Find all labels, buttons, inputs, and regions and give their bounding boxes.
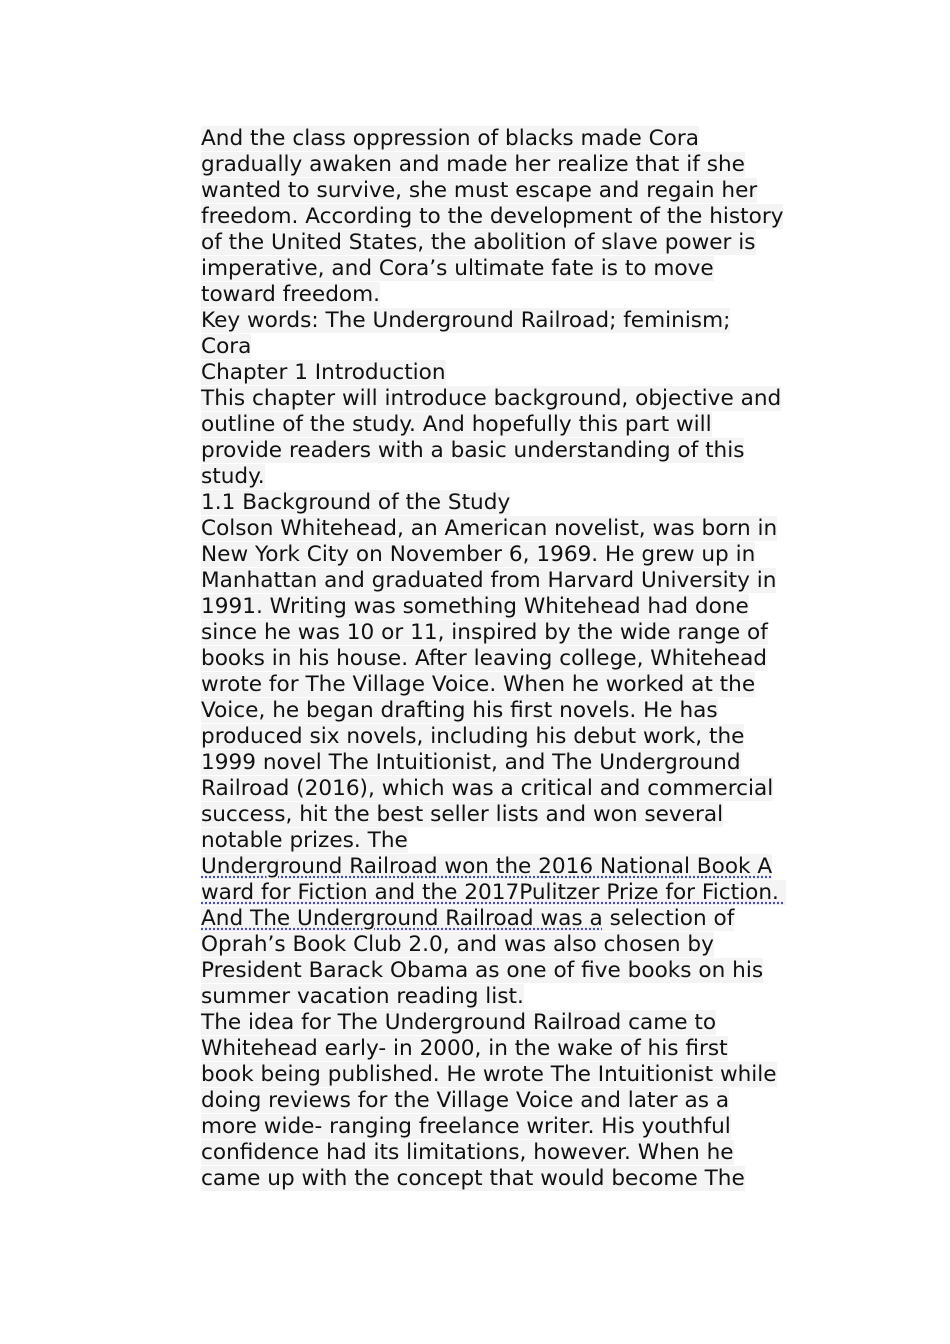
underlined-text: And The Underground Railroad was a bbox=[201, 906, 603, 931]
text-line-content: imperative, and Cora’s ultimate fate is to move bbox=[201, 256, 714, 281]
text-line-content: outline of the study. And hopefully this part will bbox=[201, 412, 712, 437]
text-line bbox=[201, 126, 816, 152]
text-line bbox=[201, 464, 816, 490]
text-line bbox=[201, 750, 816, 776]
text-line-content: The idea for The Underground Railroad came to bbox=[201, 1010, 717, 1035]
text-line bbox=[201, 438, 816, 464]
text-line-content: book being published. He wrote The Intuitionist while bbox=[201, 1062, 777, 1087]
text-line bbox=[201, 672, 816, 698]
text-line-content: 1.1 Background of the Study bbox=[201, 490, 511, 515]
text-line bbox=[201, 776, 816, 802]
text-line-content: And the class oppression of blacks made Cora bbox=[201, 126, 700, 151]
text-line bbox=[201, 542, 816, 568]
text-line bbox=[201, 308, 816, 334]
text-line bbox=[201, 984, 816, 1010]
text-line bbox=[201, 880, 816, 906]
text-line bbox=[201, 490, 816, 516]
text-line-content: Cora bbox=[201, 334, 252, 359]
text-line-content: gradually awaken and made her realize that if she bbox=[201, 152, 745, 177]
text-line-content: Oprah’s Book Club 2.0, and was also chosen by bbox=[201, 932, 714, 957]
text-line bbox=[201, 1010, 816, 1036]
text-line bbox=[201, 1062, 816, 1088]
text-line-content: freedom. According to the development of the history bbox=[201, 204, 784, 229]
text-line-content: 1999 novel The Intuitionist, and The Underground bbox=[201, 750, 741, 775]
text-line-content: wrote for The Village Voice. When he worked at the bbox=[201, 672, 756, 697]
text-line bbox=[201, 516, 816, 542]
text-line-content: of the United States, the abolition of slave power is bbox=[201, 230, 756, 255]
text-line-content: since he was 10 or 11, inspired by the wide range of bbox=[201, 620, 768, 645]
text-line-content: doing reviews for the Village Voice and later as a bbox=[201, 1088, 730, 1113]
text-line bbox=[201, 360, 816, 386]
text-line-content: Key words: The Underground Railroad; feminism; bbox=[201, 308, 731, 333]
text-line bbox=[201, 386, 816, 412]
text-line-content: Whitehead early- in 2000, in the wake of his first bbox=[201, 1036, 728, 1061]
text-line-content: Colson Whitehead, an American novelist, was born in bbox=[201, 516, 778, 541]
text-line bbox=[201, 1166, 816, 1192]
text-line bbox=[201, 828, 816, 854]
text-line bbox=[201, 1140, 816, 1166]
text-line-content: confidence had its limitations, however. When he bbox=[201, 1140, 734, 1165]
text-line-content: ward for Fiction and the 2017Pulitzer Prize for Fiction. bbox=[201, 880, 786, 905]
text-line bbox=[201, 230, 816, 256]
text-line-content: wanted to survive, she must escape and regain her bbox=[201, 178, 758, 203]
text-line-content: President Barack Obama as one of five books on his bbox=[201, 958, 764, 983]
text-line-content: study. bbox=[201, 464, 265, 489]
text-line bbox=[201, 256, 816, 282]
text-line-content: provide readers with a basic understanding of this bbox=[201, 438, 745, 463]
text-line bbox=[201, 178, 816, 204]
text-line-content: success, hit the best seller lists and won several bbox=[201, 802, 724, 827]
text-line bbox=[201, 1114, 816, 1140]
text-line-content: 1991. Writing was something Whitehead had done bbox=[201, 594, 749, 619]
text-line-content: This chapter will introduce background, objective and bbox=[201, 386, 782, 411]
text-line-content bbox=[201, 906, 734, 931]
text-line bbox=[201, 152, 816, 178]
text-line bbox=[201, 932, 816, 958]
text-line bbox=[201, 906, 816, 932]
text-line-content: Chapter 1 Introduction bbox=[201, 360, 446, 385]
text-line bbox=[201, 854, 816, 880]
text-line bbox=[201, 412, 816, 438]
text-line bbox=[201, 724, 816, 750]
text-line bbox=[201, 1088, 816, 1114]
text-line-content: Underground Railroad won the 2016 National Book A bbox=[201, 854, 773, 879]
text-line bbox=[201, 698, 816, 724]
text-line-content: produced six novels, including his debut work, the bbox=[201, 724, 745, 749]
text-line-content: New York City on November 6, 1969. He grew up in bbox=[201, 542, 756, 567]
text-line bbox=[201, 802, 816, 828]
text-line-content: notable prizes. The bbox=[201, 828, 408, 853]
text-line-content: books in his house. After leaving college, Whitehead bbox=[201, 646, 768, 671]
text-line bbox=[201, 282, 816, 308]
text-line-content: summer vacation reading list. bbox=[201, 984, 524, 1009]
text-line bbox=[201, 620, 816, 646]
text-line-content: more wide- ranging freelance writer. His youthful bbox=[201, 1114, 731, 1139]
text-line-content: Voice, he began drafting his first novels. He has bbox=[201, 698, 718, 723]
text-line bbox=[201, 1036, 816, 1062]
text-line bbox=[201, 646, 816, 672]
text-line bbox=[201, 958, 816, 984]
text-line bbox=[201, 568, 816, 594]
text-line-content: Manhattan and graduated from Harvard University in bbox=[201, 568, 777, 593]
text-line-content: Railroad (2016), which was a critical and commercial bbox=[201, 776, 774, 801]
text-line-content: came up with the concept that would become The bbox=[201, 1166, 745, 1191]
text-line bbox=[201, 204, 816, 230]
plain-text: selection of bbox=[602, 906, 735, 931]
text-line-content: toward freedom. bbox=[201, 282, 381, 307]
text-line bbox=[201, 334, 816, 360]
text-line bbox=[201, 594, 816, 620]
body-text bbox=[201, 126, 816, 1192]
